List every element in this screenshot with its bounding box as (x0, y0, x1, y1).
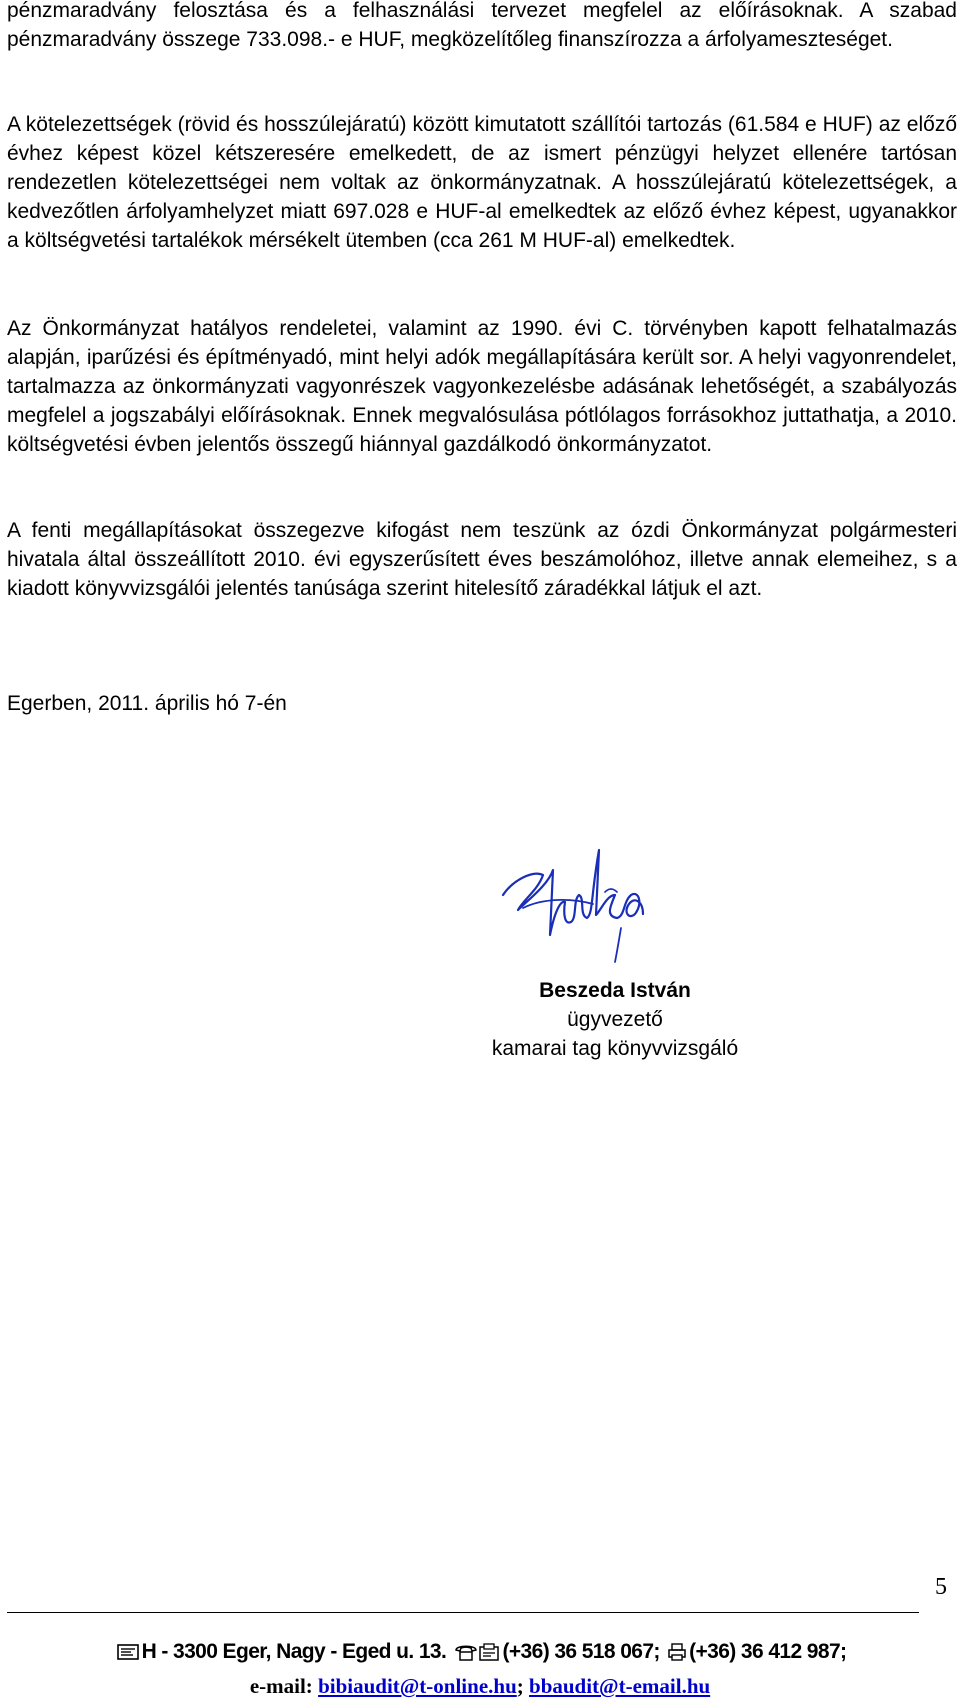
footer-fax: (+36) 36 412 987; (689, 1640, 847, 1663)
telephone-icon (454, 1643, 478, 1661)
fax-icon (479, 1643, 499, 1661)
printer-icon (668, 1643, 686, 1661)
paragraph-conclusion: A fenti megállapításokat összegezve kifogást nem teszünk az ózdi Önkormányzat polgármesteri hivatala által összeállított 2010. évi egyszerűsített éves beszámolóhoz, illetve annak elemeihez, s a kiadott könyvvizsgálói jelentés tanúsága szerint hitelesítő záradékkal látjuk el azt. (7, 519, 957, 600)
paragraph-liabilities: A kötelezettségek (rövid és hosszúlejáratú) között kimutatott szállítói tartozás (61.584 e HUF) az előző évhez képest közel kétszeresére emelkedett, de az ismert pénzügyi helyzet ellenére tartósan rendezetlen kötelezettségei nem voltak az önkormányzatnak. A hosszúlejáratú kötelezettségek, a kedvezőtlen árfolyamhelyzet miatt 697.028 e HUF-al emelkedtek az előző évhez képest, ugyanakkor a költségvetési tartalékok mérsékelt ütemben (cca 261 M HUF-al) emelkedtek. (7, 113, 957, 252)
paragraph-pension-surplus: pénzmaradvány felosztása és a felhasználási tervezet megfelel az előírásoknak. A szabad pénzmaradvány összege 733.098.- e HUF, megközelítőleg finanszírozza a árfolyameszteséget. (7, 0, 957, 51)
footer-address: H - 3300 Eger, Nagy - Eged u. 13. (141, 1640, 447, 1663)
paragraph-regulations: Az Önkormányzat hatályos rendeletei, valamint az 1990. évi C. törvényben kapott felhatalmazás alapján, iparűzési és építményadó, mint helyi adók megállapítására került sor. A helyi vagyonrendelet, tartalmazza az önkormányzati vagyonrészek vagyonkezelésbe adásának lehetőségét, a szabályozás megfelel a jogszabályi előírásoknak. Ennek megvalósulása pótlólagos forrásokhoz juttathatja, a 2010. költségvetési évben jelentős összegű hiánnyal gazdálkodó önkormányzatot. (7, 317, 957, 456)
footer-divider (7, 1612, 919, 1613)
footer-phone: (+36) 36 518 067; (502, 1640, 660, 1663)
footer-email-line (0, 1674, 960, 1699)
signer-role-auditor: kamarai tag könyvvizsgáló (491, 1037, 739, 1060)
footer-contact-line (0, 1640, 960, 1664)
footer-email-separator: ; (516, 1674, 524, 1698)
footer-email-label: e-mail: (249, 1674, 313, 1698)
email-link-primary[interactable]: bibiaudit@t-online.hu (318, 1674, 517, 1698)
page-number: 5 (935, 1574, 947, 1600)
envelope-icon (117, 1644, 139, 1660)
signer-name: Beszeda István (539, 979, 691, 1002)
email-link-secondary[interactable]: bbaudit@t-email.hu (529, 1674, 711, 1698)
place-and-date: Egerben, 2011. április hó 7-én (7, 692, 287, 715)
signer-role-managing-director: ügyvezető (567, 1008, 663, 1031)
handwritten-signature (493, 840, 673, 965)
